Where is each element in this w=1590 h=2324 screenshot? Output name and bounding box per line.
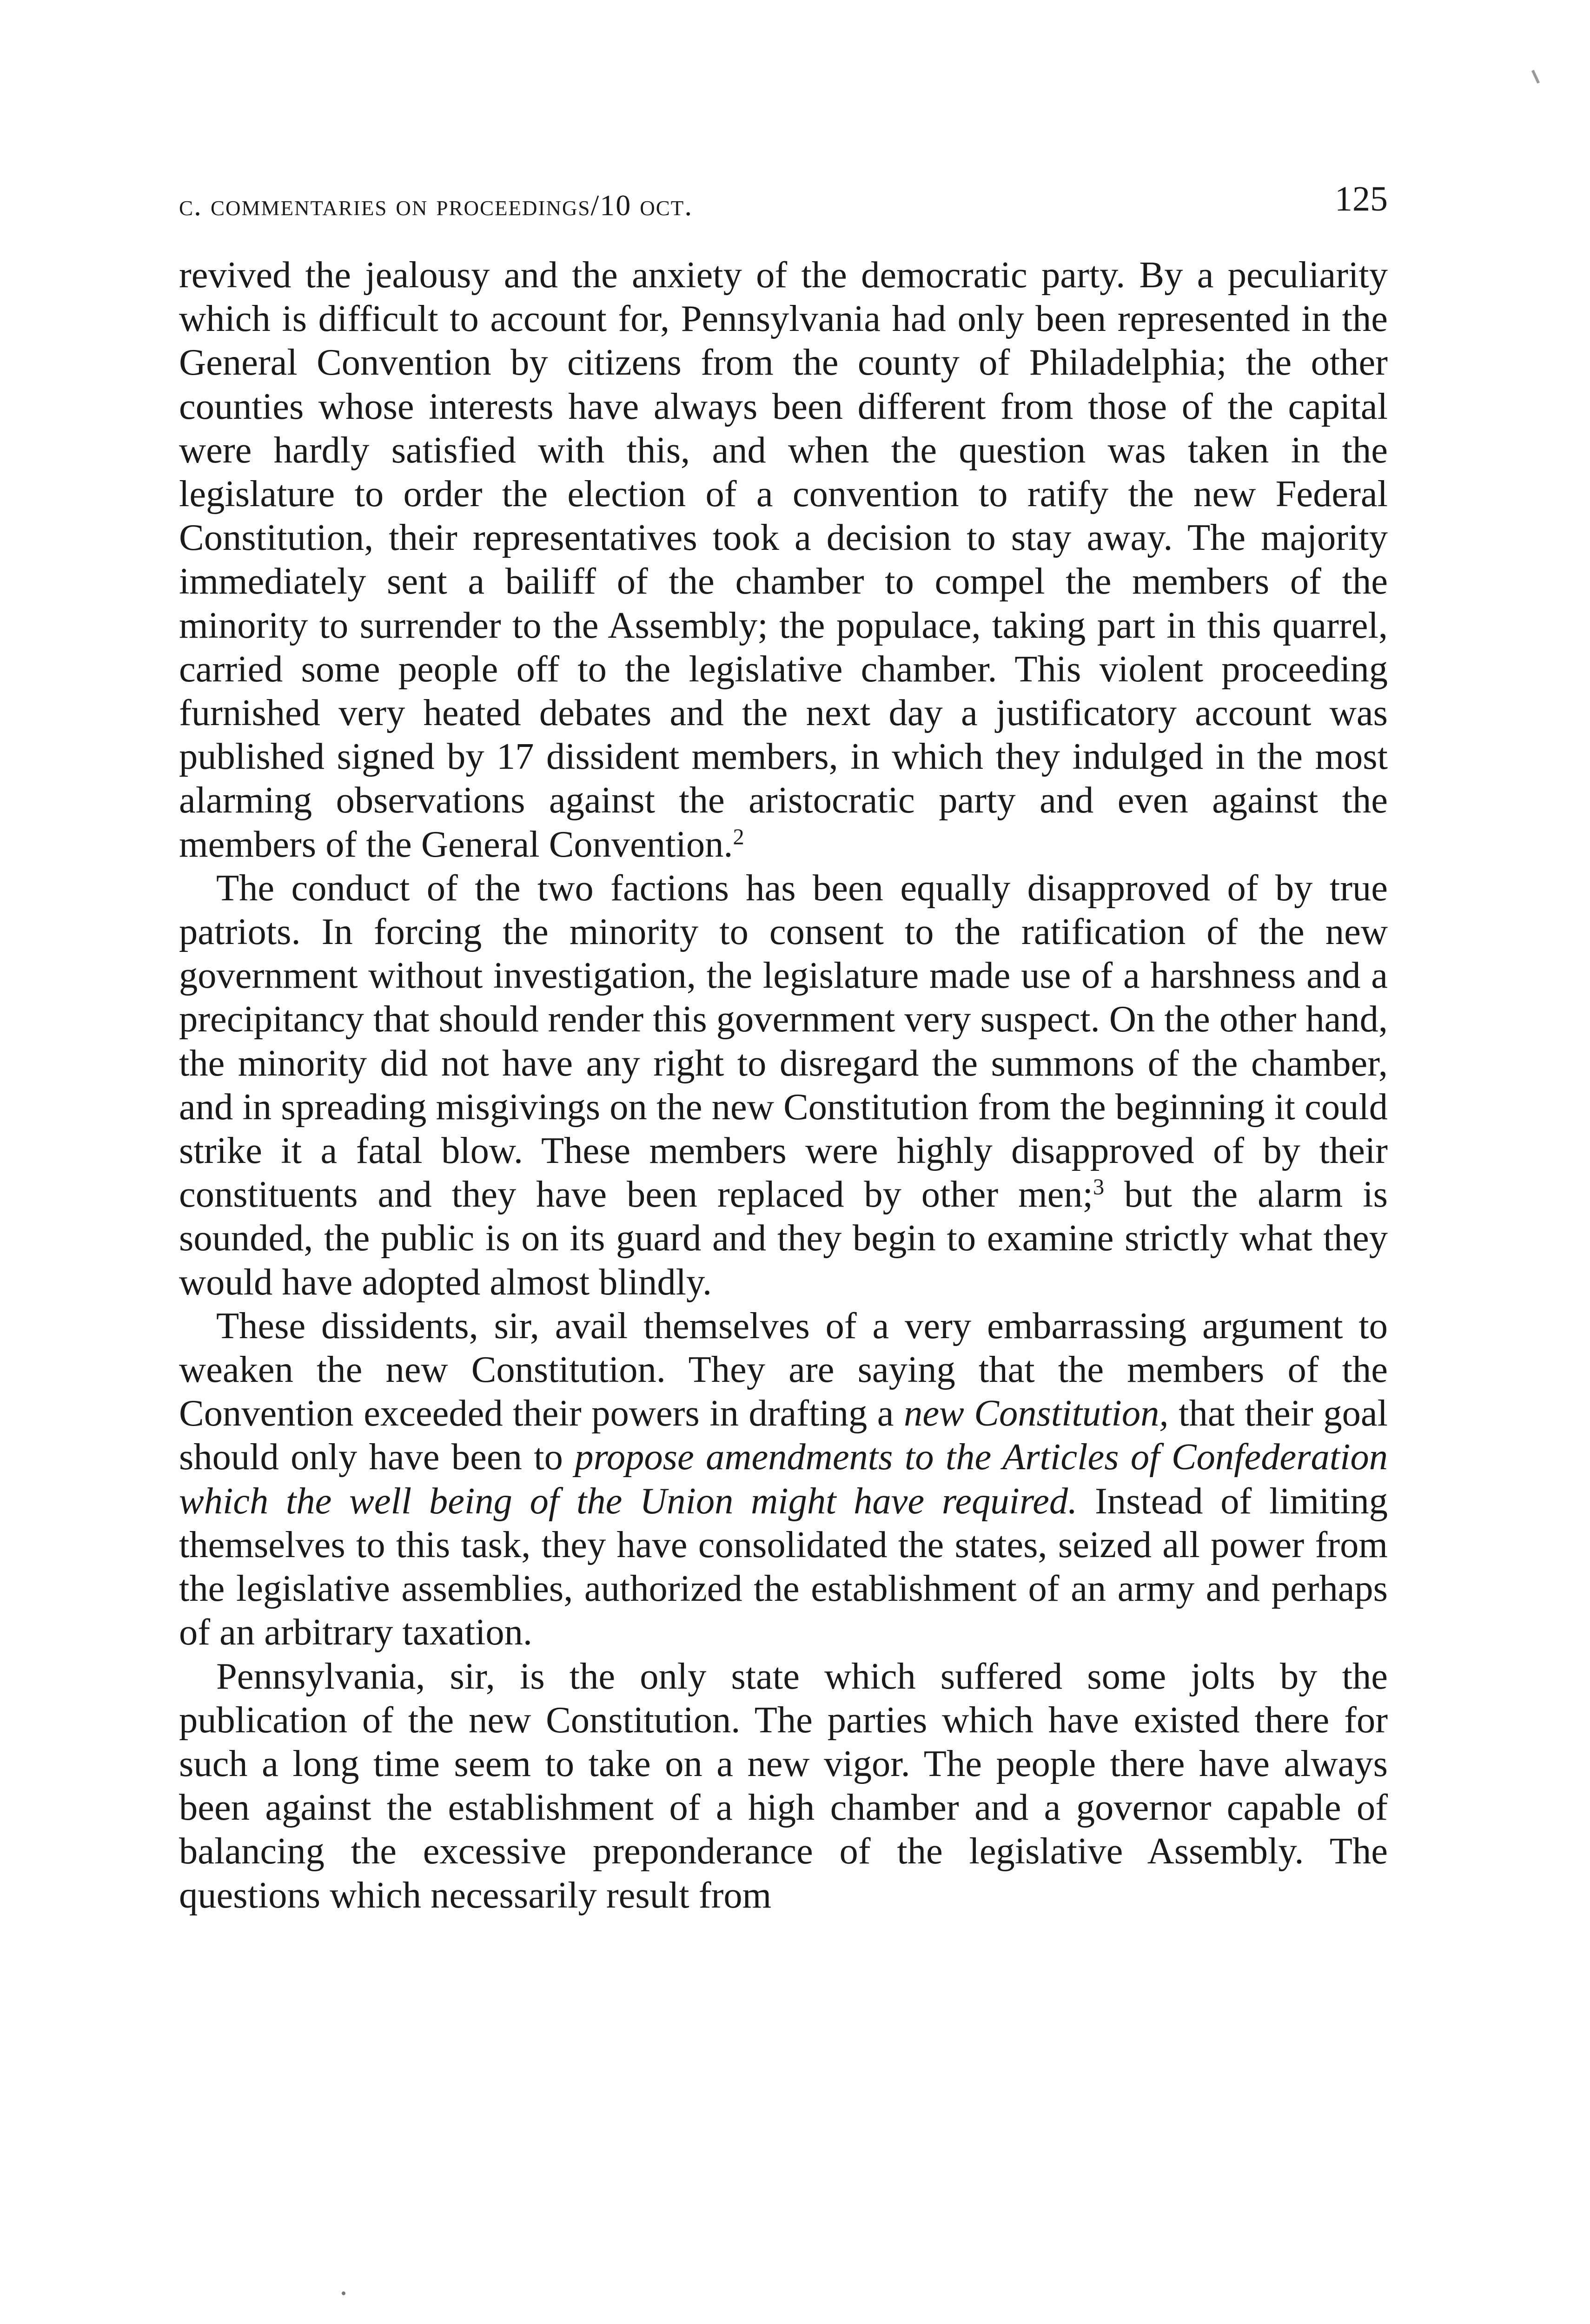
footnote-ref-2[interactable]: 2 bbox=[733, 825, 744, 850]
paragraph-2 bbox=[179, 866, 1388, 1304]
paragraph-3-text-b: that their goal should only have been to bbox=[179, 1393, 1388, 1478]
paragraph-2-text-b: but the alarm is sounded, the public is on its guard and they begin to examine strictly what they would have adopted almost blindly. bbox=[179, 1174, 1388, 1303]
paragraph-3-text-a: These dissidents, sir, avail themselves of a very embarrassing argument to weaken the new Constitution. They are saying that the members of the Convention exceeded their powers in drafting a bbox=[179, 1305, 1388, 1434]
paragraph-3-text-c: Instead of limiting themselves to this task, they have consolidated the states, seized all power from the legislative assemblies, authorized the establishment of an army and perhaps of an arbitrary taxation. bbox=[179, 1480, 1388, 1653]
paragraph-3-italic-b: propose amendments to the Articles of Confederation which the well being of the Union might have required. bbox=[179, 1436, 1388, 1522]
paragraph-4 bbox=[179, 1655, 1388, 1917]
body-text bbox=[179, 253, 1388, 1917]
scan-mark bbox=[1531, 70, 1540, 84]
running-head bbox=[179, 179, 1388, 230]
paragraph-3-italic-a: new Constitution, bbox=[904, 1393, 1169, 1434]
paragraph-3 bbox=[179, 1304, 1388, 1655]
paragraph-1 bbox=[179, 253, 1388, 866]
paragraph-2-text-a: The conduct of the two factions has been equally disapproved of by true patriots. In forcing the minority to consent to the ratification of the new government without investigation, the legislature made use of a harshness and a precipitancy that should render this government very suspect. On the other hand, the minority did not have any right to disregard the summons of the chamber, and in spreading misgivings on the new Constitution from the beginning it could strike it a fatal blow. These members were highly disapproved of by their constituents and they have been replaced by other men; bbox=[179, 867, 1388, 1215]
running-title: c. commentaries on proceedings/10 oct. bbox=[179, 189, 693, 222]
page-number: 125 bbox=[1335, 179, 1388, 218]
paragraph-1-text: revived the jealousy and the anxiety of the democratic party. By a peculiarity which is difficult to account for, Pennsylvania had only been represented in the General Convention by citizens from the county of Philadelphia; the other counties whose interests have always been different from those of the capital were hardly satisfied with this, and when the question was taken in the legislature to order the election of a convention to ratify the new Federal Constitution, their representatives took a decision to stay away. The majority immediately sent a bailiff of the chamber to compel the members of the minority to surrender to the Assembly; the populace, taking part in this quarrel, carried some people off to the legislative chamber. This violent proceeding furnished very heated debates and the next day a justificatory account was published signed by 17 dissident members, in which they indulged in the most alarming observations against the aristocratic party and even against the members of the General Convention. bbox=[179, 254, 1388, 865]
footnote-ref-3[interactable]: 3 bbox=[1093, 1175, 1105, 1200]
scan-dot bbox=[342, 2291, 345, 2295]
paragraph-4-text: Pennsylvania, sir, is the only state which suffered some jolts by the publication of the new Constitution. The parties which have existed there for such a long time seem to take on a new vigor. The people there have always been against the establishment of a high chamber and a governor capable of balancing the excessive preponderance of the legislative Assembly. The questions which necessarily result from bbox=[179, 1655, 1388, 1916]
